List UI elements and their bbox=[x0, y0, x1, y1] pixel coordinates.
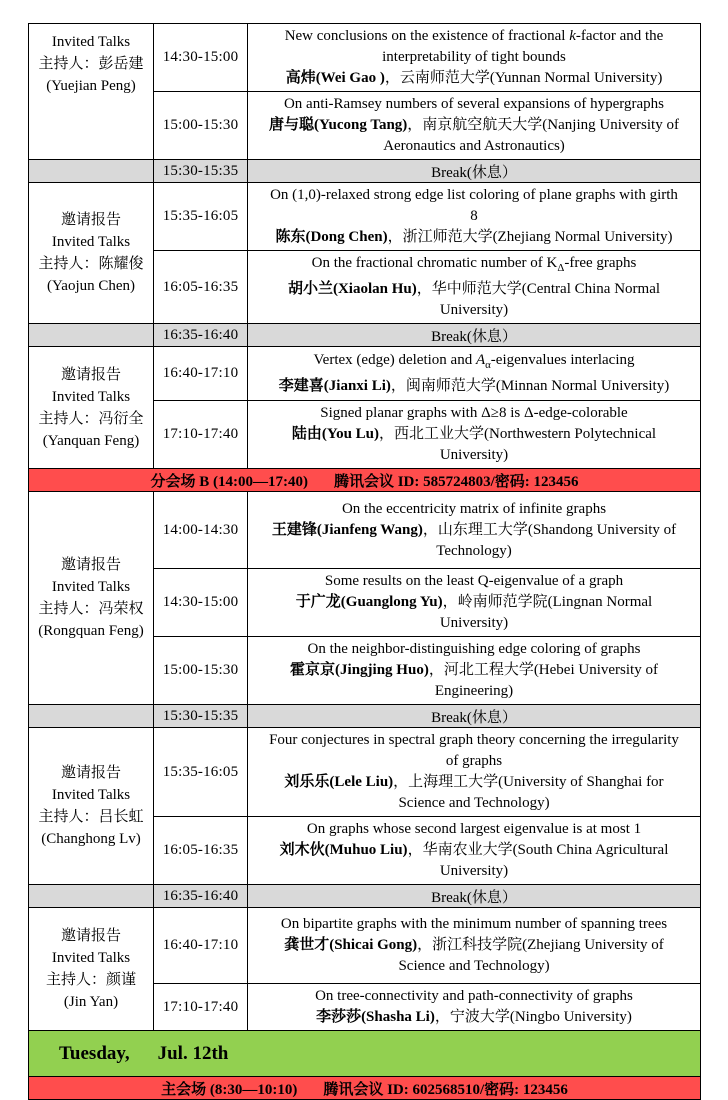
chair-line: 邀请报告 bbox=[60, 557, 121, 573]
speaker-affiliation: ，华中师范大学(Central China Normal University) bbox=[416, 281, 661, 318]
talk-speaker bbox=[265, 424, 683, 466]
talk-cell bbox=[248, 984, 701, 1031]
talk-title: Four conjectures in spectral graph theory concerning the irregularity of graphs bbox=[269, 732, 679, 769]
speaker-affiliation: ，云南师范大学(Yunnan Normal University) bbox=[384, 70, 663, 86]
talk-speaker bbox=[265, 1007, 683, 1028]
talk-title: On (1,0)-relaxed strong edge list coloring of plane graphs with girth 8 bbox=[270, 187, 678, 224]
talk-title: New conclusions on the existence of fractional k-factor and the interpretability of tight bounds bbox=[284, 28, 664, 65]
time-cell: 17:10-17:40 bbox=[154, 984, 248, 1031]
chair-line: (Yaojun Chen) bbox=[46, 278, 136, 294]
talk-row bbox=[29, 908, 701, 984]
session-banner bbox=[29, 1077, 701, 1100]
break-row bbox=[29, 705, 701, 728]
talk-title: On graphs whose second largest eigenvalue is at most 1 bbox=[306, 821, 642, 837]
time-cell: 15:00-15:30 bbox=[154, 92, 248, 160]
speaker-name: 王建锋(Jianfeng Wang) bbox=[271, 521, 423, 538]
talk-cell bbox=[248, 183, 701, 251]
talk-title: On tree-connectivity and path-connectivity of graphs bbox=[315, 988, 633, 1004]
talk-speaker bbox=[265, 115, 683, 157]
day-banner-day: Tuesday, bbox=[59, 1042, 130, 1064]
talk-cell bbox=[248, 728, 701, 817]
session-banner-row bbox=[29, 469, 701, 492]
chair-line: Invited Talks bbox=[51, 234, 131, 250]
talk-title: On the eccentricity matrix of infinite graphs bbox=[341, 500, 607, 517]
speaker-name: 刘乐乐(Lele Liu) bbox=[284, 774, 394, 790]
time-cell: 15:30-15:35 bbox=[154, 160, 248, 183]
break-row bbox=[29, 885, 701, 908]
talk-speaker bbox=[265, 772, 683, 814]
chair-line: 主持人：颜谨 bbox=[45, 972, 136, 988]
time-cell: 16:35-16:40 bbox=[154, 885, 248, 908]
chair-empty-cell bbox=[29, 324, 154, 347]
chair-line: Invited Talks bbox=[51, 950, 131, 966]
chair-empty-cell bbox=[29, 160, 154, 183]
break-label: Break(休息） bbox=[248, 705, 701, 728]
time-cell: 15:35-16:05 bbox=[154, 183, 248, 251]
talk-cell bbox=[248, 92, 701, 160]
speaker-affiliation: ，华南农业大学(South China Agricultural University) bbox=[407, 842, 669, 879]
talk-row bbox=[29, 347, 701, 401]
session-banner-meeting: 腾讯会议 ID: 585724803/密码: 123456 bbox=[333, 473, 579, 490]
talk-speaker bbox=[265, 520, 683, 562]
chair-cell bbox=[29, 347, 154, 469]
break-row bbox=[29, 324, 701, 347]
talk-cell bbox=[248, 492, 701, 569]
speaker-affiliation: ，宁波大学(Ningbo University) bbox=[434, 1009, 632, 1025]
day-banner-date: Jul. 12th bbox=[157, 1042, 229, 1064]
program-table bbox=[28, 23, 701, 1100]
talk-cell bbox=[248, 817, 701, 885]
chair-line: Invited Talks bbox=[51, 579, 131, 595]
chair-cell bbox=[29, 492, 154, 705]
talk-title: On the fractional chromatic number of $K_\Delta$-free graphs bbox=[311, 255, 637, 274]
break-label: Break(休息） bbox=[248, 324, 701, 347]
speaker-affiliation: ，西北工业大学(Northwestern Polytechnical University) bbox=[379, 426, 657, 463]
speaker-name: 李建喜(Jianxi Li) bbox=[278, 378, 391, 394]
chair-line: 主持人：陈耀俊 bbox=[38, 256, 144, 272]
break-label: Break(休息） bbox=[248, 885, 701, 908]
time-cell: 17:10-17:40 bbox=[154, 401, 248, 469]
chair-line: 主持人：彭岳建 bbox=[38, 56, 144, 72]
speaker-affiliation: ，南京航空航天大学(Nanjing University of Aeronautics and Astronautics) bbox=[383, 117, 679, 154]
chair-cell bbox=[29, 728, 154, 885]
talk-row bbox=[29, 492, 701, 569]
speaker-affiliation: ，浙江科技学院(Zhejiang University of Science and Technology) bbox=[398, 937, 664, 974]
talk-title: Some results on the least Q-eigenvalue of a graph bbox=[324, 573, 624, 589]
time-cell: 15:35-16:05 bbox=[154, 728, 248, 817]
session-banner-row bbox=[29, 1077, 701, 1100]
chair-line: Invited Talks bbox=[51, 787, 131, 803]
session-banner bbox=[29, 469, 701, 492]
chair-cell bbox=[29, 24, 154, 160]
talk-speaker bbox=[265, 68, 683, 89]
time-cell: 14:30-15:00 bbox=[154, 24, 248, 92]
chair-empty-cell bbox=[29, 885, 154, 908]
session-banner-label: 主会场 (8:30—10:10) bbox=[161, 1081, 298, 1098]
chair-line: Invited Talks bbox=[51, 34, 131, 50]
talk-cell bbox=[248, 24, 701, 92]
chair-line: 主持人：冯衍全 bbox=[38, 410, 144, 427]
speaker-affiliation: ，岭南师范学院(Lingnan Normal University) bbox=[439, 594, 653, 631]
day-banner bbox=[29, 1031, 701, 1077]
time-cell: 14:00-14:30 bbox=[154, 492, 248, 569]
talk-speaker bbox=[265, 840, 683, 882]
speaker-affiliation: ，河北工程大学(Hebei University of Engineering) bbox=[428, 662, 658, 699]
speaker-name: 唐与聪(Yucong Tang) bbox=[269, 117, 408, 133]
time-cell: 16:40-17:10 bbox=[154, 908, 248, 984]
chair-line: 邀请报告 bbox=[60, 366, 121, 383]
talk-cell bbox=[248, 637, 701, 705]
talk-cell bbox=[248, 251, 701, 324]
speaker-name: 霍京京(Jingjing Huo) bbox=[290, 662, 429, 678]
speaker-name: 高炜(Wei Gao ) bbox=[285, 70, 385, 86]
time-cell: 16:05-16:35 bbox=[154, 251, 248, 324]
speaker-affiliation: ，上海理工大学(University of Shanghai for Science and Technology) bbox=[393, 774, 664, 811]
day-banner-row bbox=[29, 1031, 701, 1077]
talk-speaker bbox=[265, 592, 683, 634]
talk-row bbox=[29, 24, 701, 92]
break-row bbox=[29, 160, 701, 183]
session-banner-label: 分会场 B (14:00—17:40) bbox=[150, 473, 308, 490]
speaker-affiliation: ，闽南师范大学(Minnan Normal University) bbox=[390, 378, 670, 394]
chair-line: (Yanquan Feng) bbox=[42, 432, 140, 449]
session-banner-meeting: 腾讯会议 ID: 602568510/密码: 123456 bbox=[323, 1081, 568, 1098]
chair-line: 邀请报告 bbox=[60, 765, 121, 781]
talk-row bbox=[29, 728, 701, 817]
chair-line: (Rongquan Feng) bbox=[38, 623, 144, 639]
time-cell: 15:30-15:35 bbox=[154, 705, 248, 728]
talk-speaker bbox=[265, 660, 683, 702]
time-cell: 16:35-16:40 bbox=[154, 324, 248, 347]
program-sheet bbox=[28, 23, 701, 1100]
talk-cell bbox=[248, 569, 701, 637]
speaker-affiliation: ，山东理工大学(Shandong University of Technology) bbox=[422, 521, 677, 559]
time-cell: 16:05-16:35 bbox=[154, 817, 248, 885]
talk-speaker bbox=[265, 279, 683, 321]
speaker-affiliation: ，浙江师范大学(Zhejiang Normal University) bbox=[387, 229, 673, 245]
talk-title: On the neighbor-distinguishing edge coloring of graphs bbox=[307, 641, 641, 657]
chair-line: 主持人：冯荣权 bbox=[38, 601, 144, 617]
chair-cell bbox=[29, 183, 154, 324]
talk-row bbox=[29, 183, 701, 251]
talk-title: Vertex (edge) deletion and $A_\alpha$-eigenvalues interlacing bbox=[313, 352, 635, 371]
time-cell: 16:40-17:10 bbox=[154, 347, 248, 401]
talk-cell bbox=[248, 401, 701, 469]
talk-title: On anti-Ramsey numbers of several expansions of hypergraphs bbox=[283, 96, 665, 112]
chair-line: (Yuejian Peng) bbox=[46, 78, 136, 94]
chair-line: Invited Talks bbox=[51, 388, 131, 405]
speaker-name: 胡小兰(Xiaolan Hu) bbox=[287, 281, 417, 297]
speaker-name: 刘木伙(Muhuo Liu) bbox=[279, 842, 408, 858]
chair-line: (Jin Yan) bbox=[63, 994, 119, 1010]
chair-cell bbox=[29, 908, 154, 1031]
speaker-name: 陈东(Dong Chen) bbox=[275, 229, 388, 245]
chair-line: 邀请报告 bbox=[60, 928, 121, 944]
talk-speaker bbox=[265, 227, 683, 248]
talk-cell bbox=[248, 347, 701, 401]
talk-title: On bipartite graphs with the minimum number of spanning trees bbox=[280, 916, 668, 932]
speaker-name: 陆由(You Lu) bbox=[291, 426, 380, 442]
time-cell: 15:00-15:30 bbox=[154, 637, 248, 705]
chair-empty-cell bbox=[29, 705, 154, 728]
talk-speaker bbox=[265, 935, 683, 977]
speaker-name: 李莎莎(Shasha Li) bbox=[316, 1009, 435, 1025]
talk-cell bbox=[248, 908, 701, 984]
speaker-name: 于广龙(Guanglong Yu) bbox=[295, 594, 443, 610]
talk-speaker bbox=[265, 376, 683, 397]
chair-line: 邀请报告 bbox=[60, 212, 121, 228]
talk-title: Signed planar graphs with Δ≥8 is Δ-edge-colorable bbox=[320, 405, 628, 421]
break-label: Break(休息） bbox=[248, 160, 701, 183]
speaker-name: 龚世才(Shicai Gong) bbox=[284, 937, 418, 953]
time-cell: 14:30-15:00 bbox=[154, 569, 248, 637]
chair-line: 主持人：吕长虹 bbox=[38, 809, 144, 825]
chair-line: (Changhong Lv) bbox=[41, 831, 141, 847]
